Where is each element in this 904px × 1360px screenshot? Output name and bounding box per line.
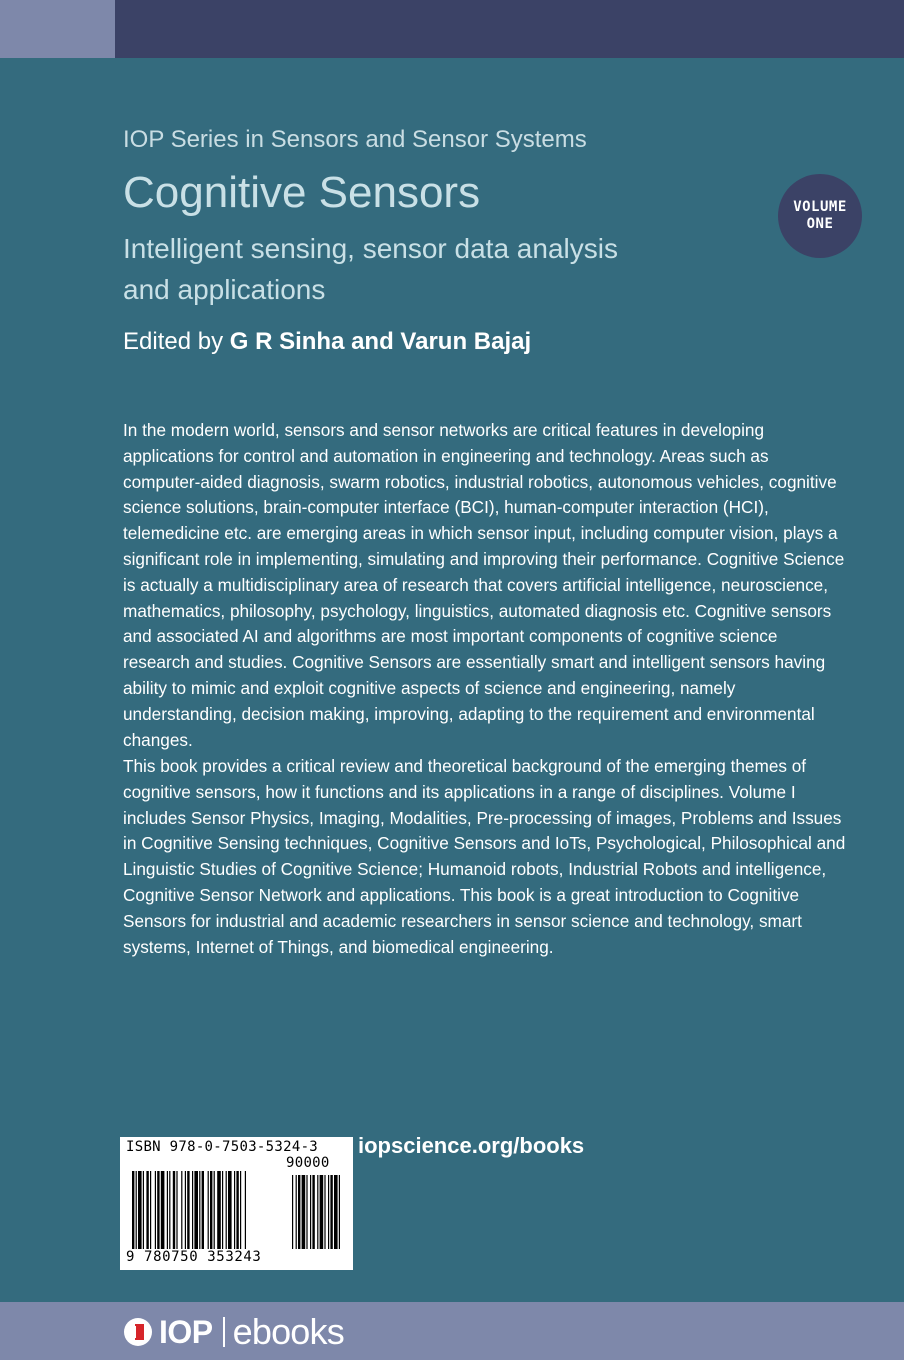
barcode-digits: 9 780750 353243 bbox=[126, 1249, 262, 1265]
volume-label: VOLUME bbox=[793, 199, 847, 215]
isbn-barcode bbox=[120, 1137, 353, 1270]
top-band-accent bbox=[0, 0, 115, 58]
barcode-price-code: 90000 bbox=[286, 1155, 330, 1171]
volume-number: ONE bbox=[806, 216, 834, 232]
book-title: Cognitive Sensors bbox=[123, 168, 481, 217]
barcode-bars bbox=[132, 1171, 347, 1255]
bottom-color-band bbox=[0, 1302, 904, 1360]
barcode-isbn-text: ISBN 978-0-7503-5324-3 bbox=[126, 1139, 319, 1155]
iop-logo-icon bbox=[123, 1317, 153, 1347]
editors-prefix: Edited by bbox=[123, 328, 230, 355]
iop-ebooks-logo bbox=[123, 1312, 344, 1352]
blurb-paragraph-1: In the modern world, sensors and sensor networks are critical features in developing applications for control and automation in engineering and technology. Areas such as computer-aided diagnosis, swarm robotics, industrial robotics, autonomous vehicles, cognitive science solutions, brain-computer interface (BCI), human-computer interaction (HCI), telemedicine etc. are emerging areas in which sensor input, including computer vision, plays a significant role in implementing, simulating and improving their performance. Cognitive Science is actually a multidisciplinary area of research that covers artificial intelligence, neuroscience, mathematics, philosophy, psychology, linguistics, automated diagnosis etc. Cognitive sensors and associated AI and algorithms are most important components of cognitive science research and studies. Cognitive Sensors are essentially smart and intelligent sensors having ability to mimic and exploit cognitive aspects of science and engineering, namely understanding, decision making, improving, adapting to the requirement and environmental changes. bbox=[123, 420, 845, 750]
book-subtitle: Intelligent sensing, sensor data analysis and applications bbox=[123, 233, 618, 305]
editors-line bbox=[123, 328, 531, 356]
logo-ebooks-text: ebooks bbox=[232, 1311, 344, 1352]
series-name: IOP Series in Sensors and Sensor Systems bbox=[123, 126, 587, 153]
publisher-url: iopscience.org/books bbox=[358, 1133, 585, 1158]
blurb-paragraph-2: This book provides a critical review and theoretical background of the emerging themes of cognitive sensors, how it functions and its applications in a range of disciplines. Volume I includes Sensor Physics, Imaging, Modalities, Pre-processing of images, Problems and Issues in Cognitive Sensing techniques, Cognitive Sensors and IoTs, Psychological, Philosophical and Linguistic Studies of Cognitive Science; Humanoid robots, Industrial Robots and intelligence, Cognitive Sensor Network and applications. This book is a great introduction to Cognitive Sensors for industrial and academic researchers in sensor science and technology, smart systems, Internet of Things, and biomedical engineering. bbox=[123, 756, 846, 957]
editors-names: G R Sinha and Varun Bajaj bbox=[229, 328, 532, 355]
top-color-band bbox=[0, 0, 904, 58]
logo-iop-text: IOP bbox=[159, 1313, 213, 1350]
volume-badge bbox=[778, 174, 862, 258]
logo-divider bbox=[223, 1317, 225, 1347]
